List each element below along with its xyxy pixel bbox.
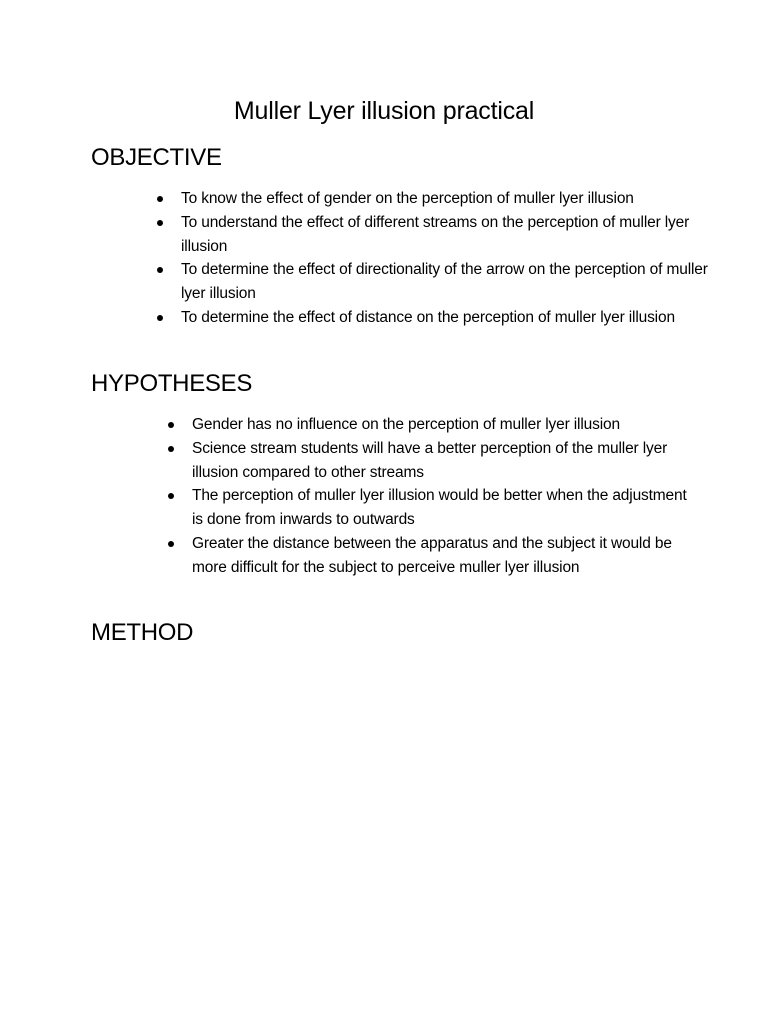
list-item-text: To determine the effect of distance on the perception of muller lyer illusion xyxy=(181,308,675,326)
list-item-text: Gender has no influence on the perception of muller lyer illusion xyxy=(192,416,620,433)
list-item xyxy=(168,437,688,485)
bullet-icon xyxy=(168,446,174,452)
list-item-text: Greater the distance between the apparatus and the subject it would be more difficult for the subject to perceive muller lyer illusion xyxy=(192,534,672,576)
bullet-icon xyxy=(157,267,163,273)
list-item xyxy=(168,532,688,580)
list-item xyxy=(168,484,688,532)
bullet-icon xyxy=(157,220,163,226)
bullet-icon xyxy=(168,422,174,428)
list-item xyxy=(157,187,717,211)
list-item xyxy=(157,258,717,306)
list-item xyxy=(157,306,717,330)
list-item-text: To determine the effect of directionality of the arrow on the perception of muller lyer illusion xyxy=(181,261,708,303)
bullet-icon xyxy=(157,315,163,321)
objective-list xyxy=(157,187,717,330)
list-item xyxy=(168,413,688,437)
bullet-icon xyxy=(168,541,174,547)
page-title: Muller Lyer illusion practical xyxy=(233,97,535,125)
hypotheses-list xyxy=(168,413,688,580)
list-item-text: The perception of muller lyer illusion would be better when the adjustment is done from inwards to outwards xyxy=(192,487,687,529)
list-item xyxy=(157,211,717,259)
section-heading-objective: OBJECTIVE xyxy=(91,144,222,171)
list-item-text: To understand the effect of different streams on the perception of muller lyer illusion xyxy=(181,213,690,255)
bullet-icon xyxy=(157,196,163,202)
bullet-icon xyxy=(168,493,174,499)
list-item-text: Science stream students will have a better perception of the muller lyer illusion compared to other streams xyxy=(192,439,668,481)
list-item-text: To know the effect of gender on the perception of muller lyer illusion xyxy=(181,190,634,207)
section-heading-hypotheses: HYPOTHESES xyxy=(91,370,253,397)
section-heading-method: METHOD xyxy=(91,619,194,646)
